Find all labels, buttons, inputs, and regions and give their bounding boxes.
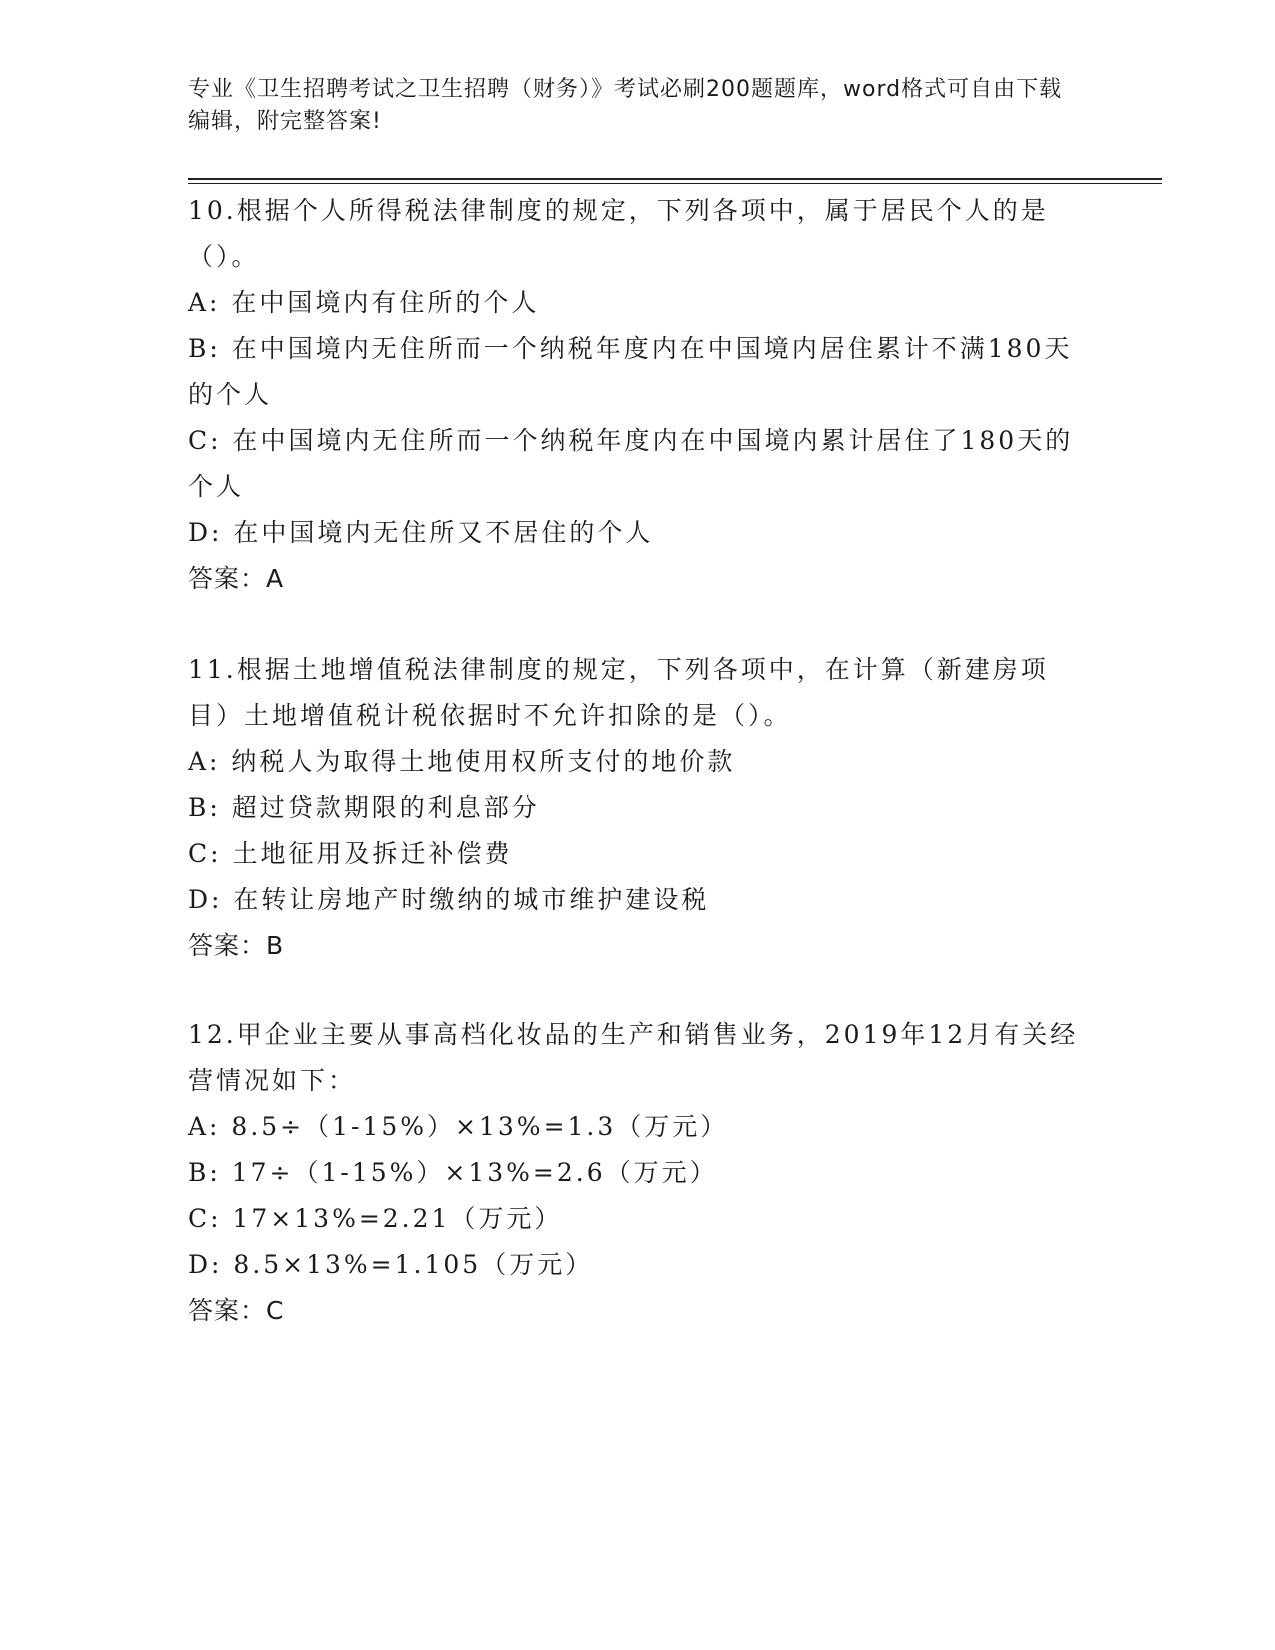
option-b: B: 17÷（1-15%）×13%=2.6（万元） bbox=[188, 1158, 718, 1187]
question-10 bbox=[188, 188, 1088, 602]
answer-text: 答案：C bbox=[188, 1296, 285, 1325]
document-header: 专业《卫生招聘考试之卫生招聘（财务）》考试必刷200题题库，word格式可自由下载编辑，附完整答案! bbox=[188, 77, 1063, 134]
option-a: A: 8.5÷（1-15%）×13%=1.3（万元） bbox=[188, 1112, 729, 1141]
option-c: C: 土地征用及拆迁补偿费 bbox=[188, 839, 513, 868]
header-divider-thin bbox=[188, 183, 1162, 184]
option-c: C: 在中国境内无住所而一个纳税年度内在中国境内累计居住了180天的个人 bbox=[188, 426, 1074, 501]
answer-text: 答案：B bbox=[188, 931, 285, 960]
question-stem: 12.甲企业主要从事高档化妆品的生产和销售业务，2019年12月有关经营情况如下： bbox=[188, 1020, 1079, 1095]
option-d: D: 8.5×13%=1.105（万元） bbox=[188, 1250, 594, 1279]
question-11 bbox=[188, 647, 1088, 969]
option-d: D: 在中国境内无住所又不居住的个人 bbox=[188, 518, 654, 547]
option-a: A: 在中国境内有住所的个人 bbox=[188, 288, 540, 317]
option-d: D: 在转让房地产时缴纳的城市维护建设税 bbox=[188, 885, 710, 914]
question-stem: 10.根据个人所得税法律制度的规定，下列各项中，属于居民个人的是（）。 bbox=[188, 196, 1049, 271]
option-b: B: 超过贷款期限的利息部分 bbox=[188, 793, 540, 822]
option-b: B: 在中国境内无住所而一个纳税年度内在中国境内居住累计不满180天的个人 bbox=[188, 334, 1073, 409]
option-c: C: 17×13%=2.21（万元） bbox=[188, 1204, 563, 1233]
option-a: A: 纳税人为取得土地使用权所支付的地价款 bbox=[188, 747, 736, 776]
header-divider-thick bbox=[188, 178, 1162, 180]
question-stem: 11.根据土地增值税法律制度的规定，下列各项中，在计算（新建房项目）土地增值税计税依据时不允许扣除的是（）。 bbox=[188, 655, 1049, 730]
answer-text: 答案：A bbox=[188, 564, 285, 593]
question-12 bbox=[188, 1012, 1088, 1334]
